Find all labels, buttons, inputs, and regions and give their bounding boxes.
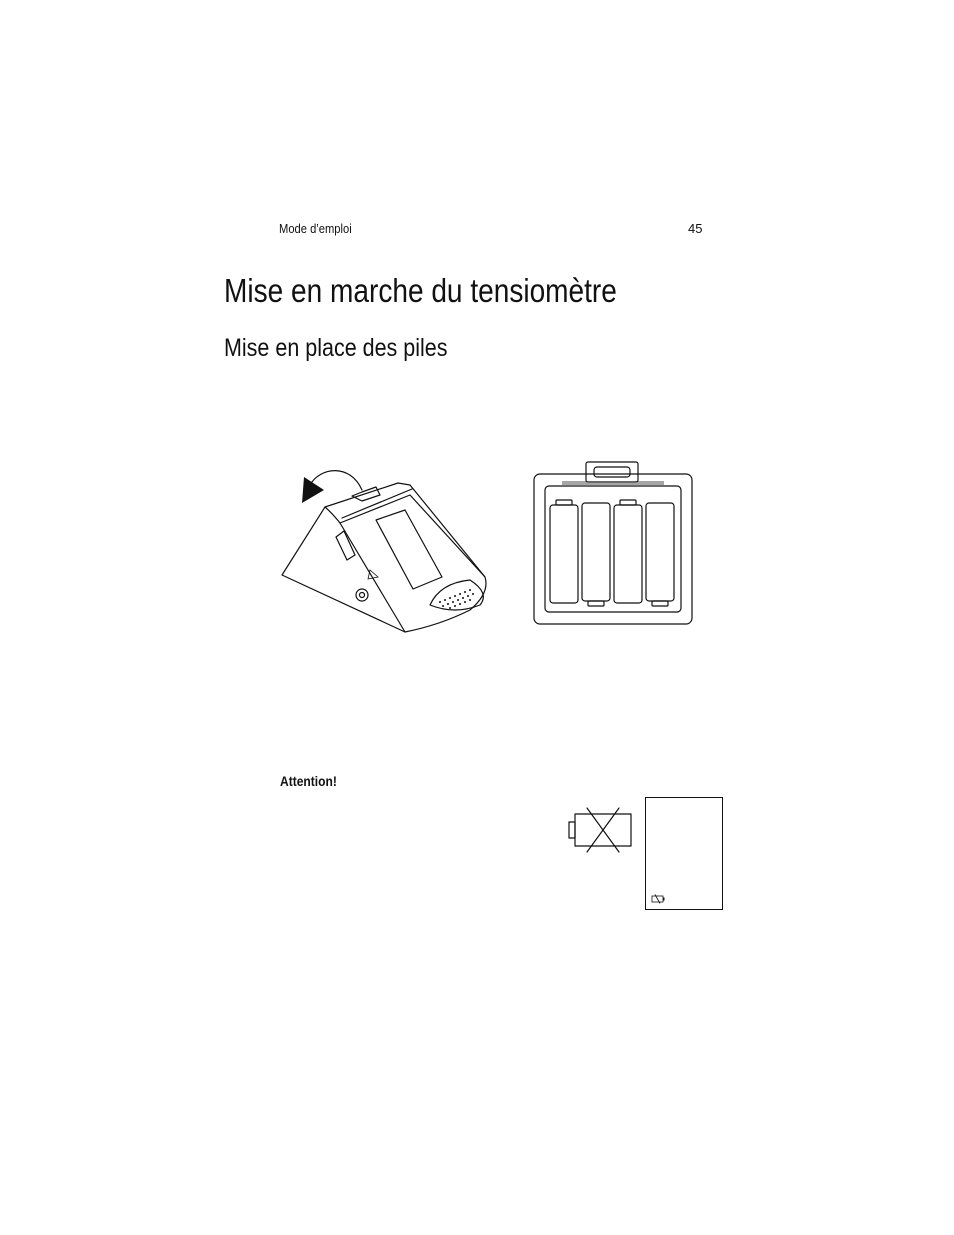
running-header: Mode d’emploi [279,221,352,236]
battery-icon [582,503,610,606]
page-number: 45 [688,221,703,236]
battery-compartment-icon [532,460,694,626]
battery-icon [614,500,642,603]
blood-pressure-monitor-icon [280,465,505,635]
crossed-out-battery-icon [567,806,633,854]
battery-icon [550,500,578,603]
section-title: Mise en place des piles [224,334,448,362]
low-battery-symbol-icon [651,894,665,904]
attention-label: Attention! [280,773,337,789]
battery-icon [646,503,674,606]
page-title: Mise en marche du tensiomètre [224,272,617,309]
